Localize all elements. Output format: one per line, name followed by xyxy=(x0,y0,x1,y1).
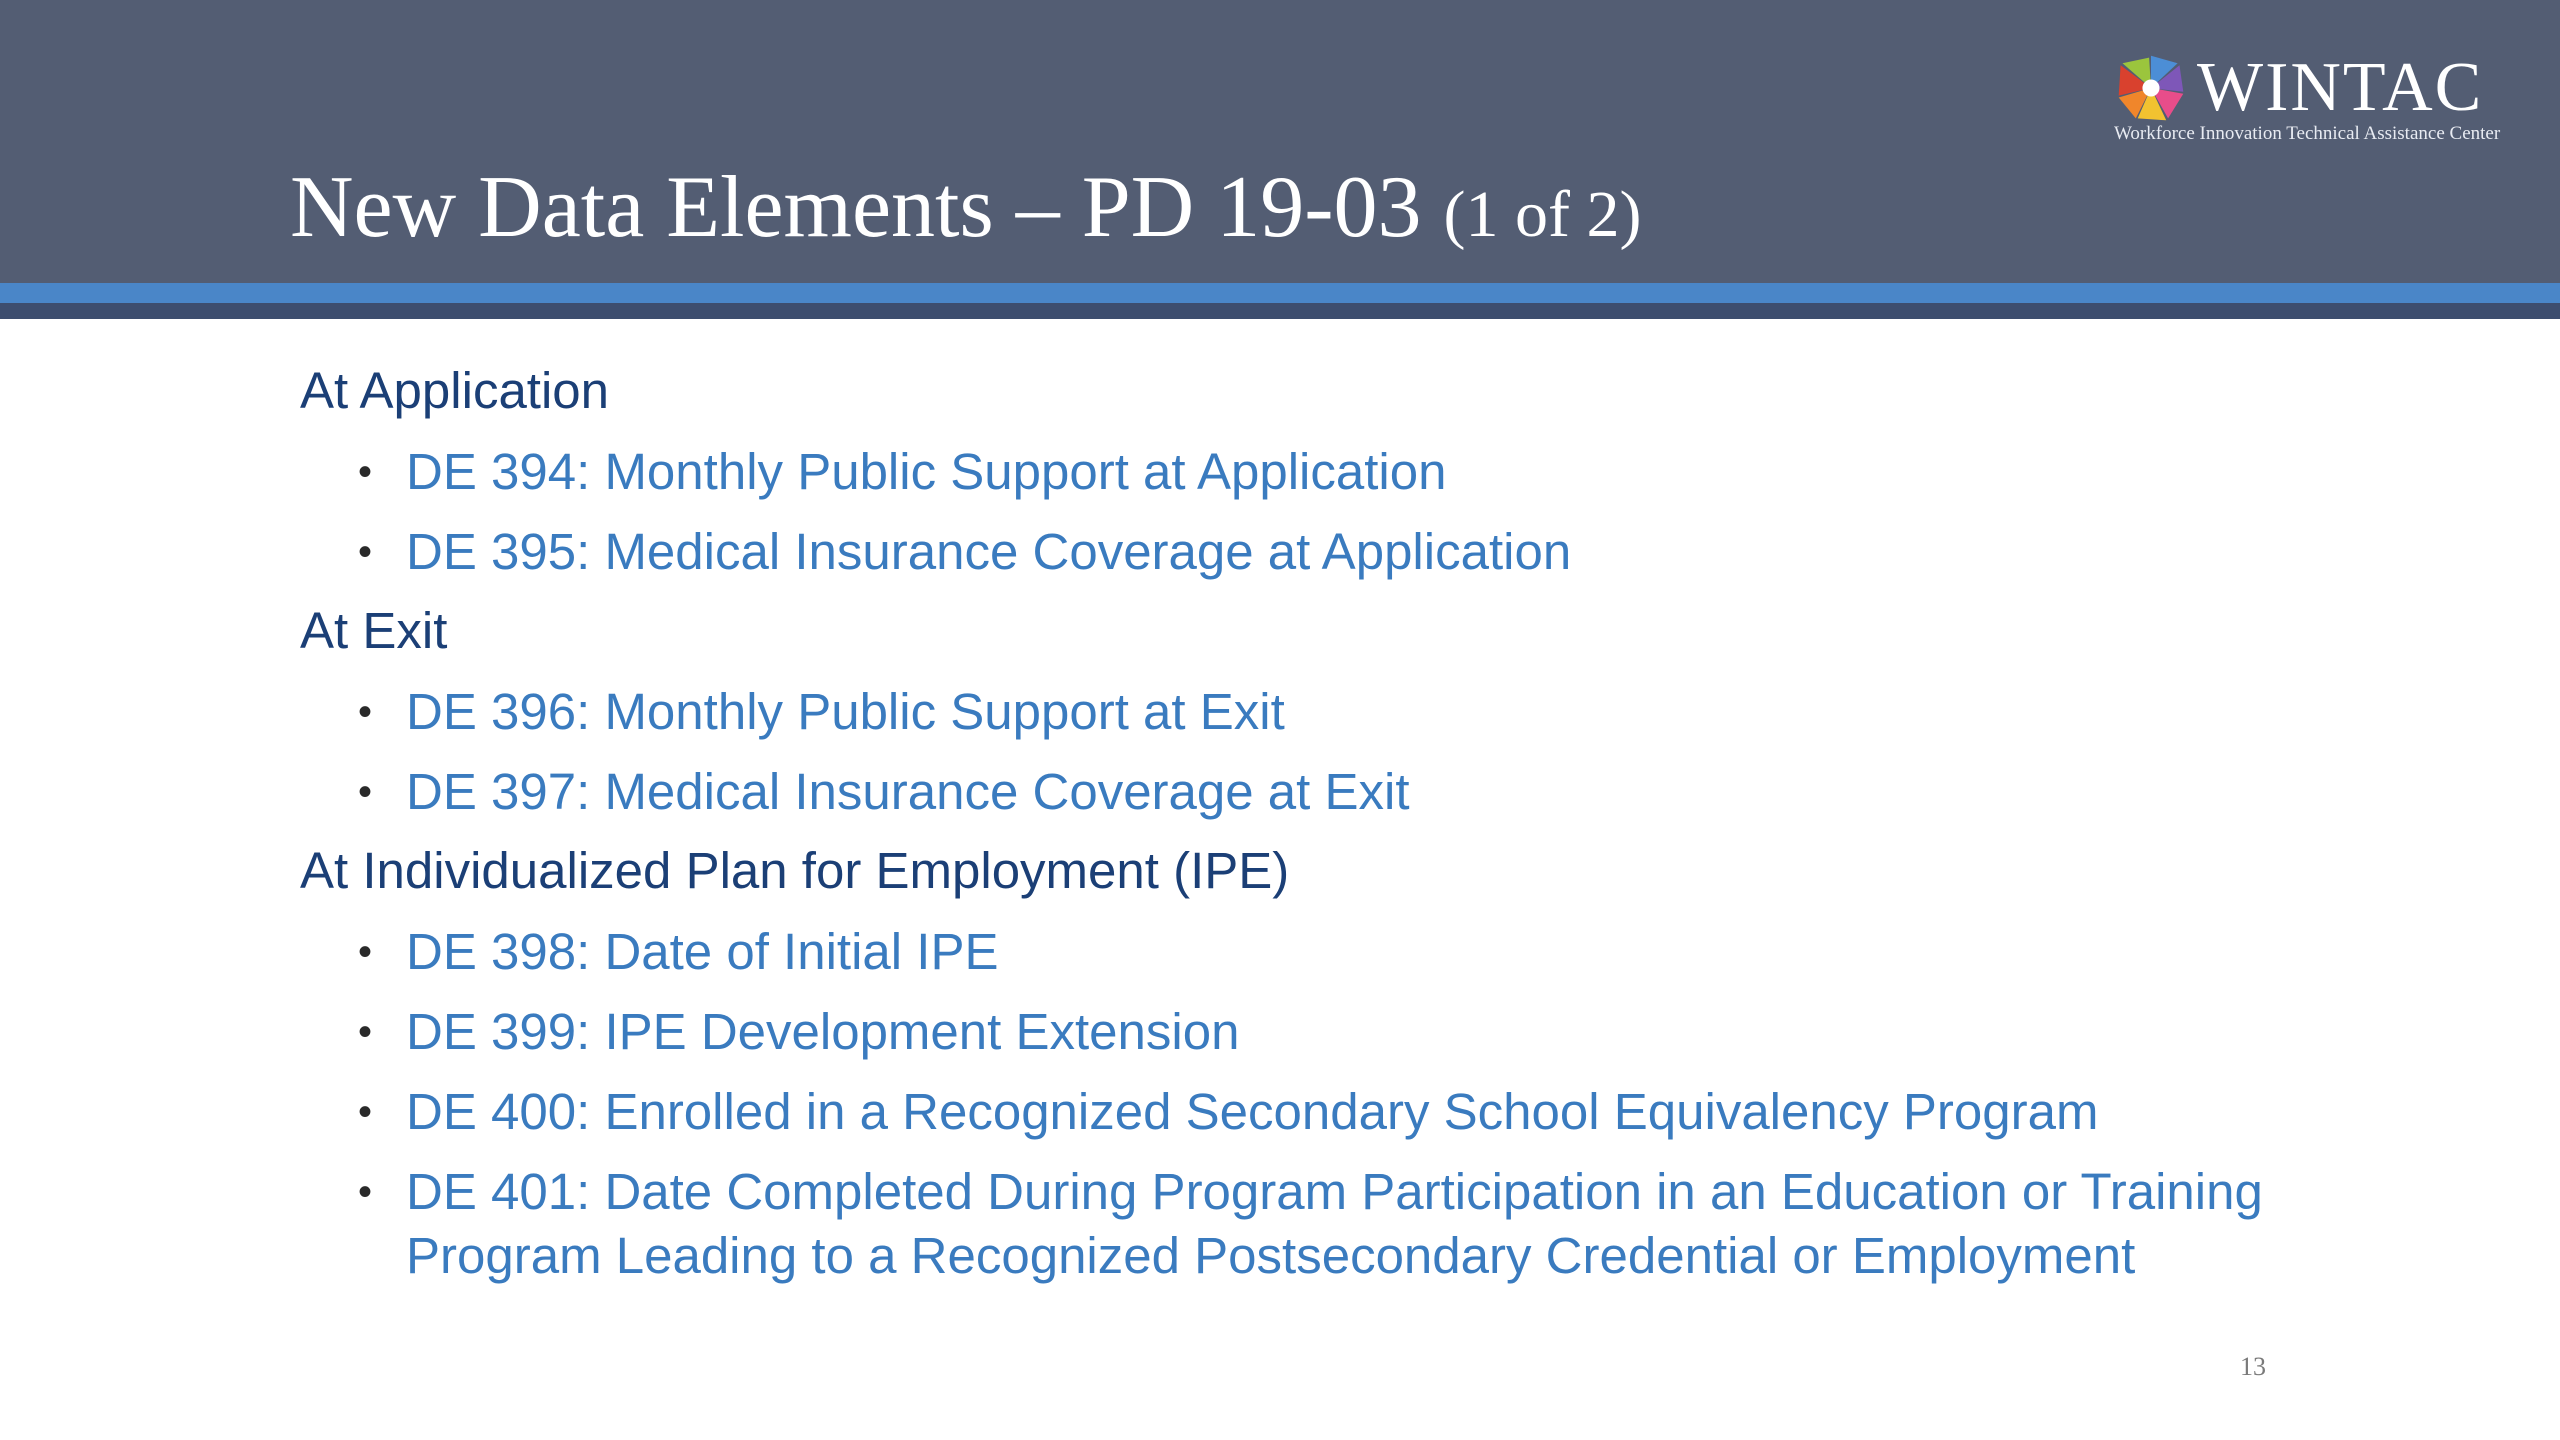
header-rule-base xyxy=(0,303,2560,319)
bullet-icon: • xyxy=(358,690,373,734)
list-item-text: DE 401: Date Completed During Program Participation in an Education or Training Program Leading to a Recognized Postsecondary Credential or Employment xyxy=(406,1163,2263,1284)
bullet-list xyxy=(300,440,2260,584)
bullet-icon: • xyxy=(358,1170,373,1214)
list-item xyxy=(300,440,2260,504)
section-at-application xyxy=(300,360,2260,584)
list-item-text: DE 395: Medical Insurance Coverage at Application xyxy=(406,523,1572,580)
section-at-exit xyxy=(300,600,2260,824)
slide-body xyxy=(300,360,2263,1304)
list-item-text: DE 397: Medical Insurance Coverage at Exit xyxy=(406,763,1410,820)
list-item xyxy=(300,520,2260,584)
list-item xyxy=(300,680,2260,744)
section-heading: At Individualized Plan for Employment (IPE) xyxy=(300,842,1290,899)
wintac-logo xyxy=(2105,48,2525,148)
header-rule-accent xyxy=(0,283,2560,303)
list-item-text: DE 400: Enrolled in a Recognized Secondary School Equivalency Program xyxy=(406,1083,2099,1140)
logo-wordmark: WINTAC xyxy=(2197,49,2484,126)
slide-title xyxy=(290,158,1641,265)
list-item-text: DE 396: Monthly Public Support at Exit xyxy=(406,683,1285,740)
bullet-icon: • xyxy=(358,930,373,974)
logo-subtitle: Workforce Innovation Technical Assistance Center xyxy=(2114,123,2501,144)
bullet-icon: • xyxy=(358,1010,373,1054)
section-heading: At Exit xyxy=(300,602,448,659)
list-item xyxy=(300,1000,2260,1064)
list-item xyxy=(300,1080,2260,1144)
slide-title-text: New Data Elements – PD 19-03 xyxy=(290,159,1422,256)
list-item-text: DE 399: IPE Development Extension xyxy=(406,1003,1240,1060)
list-item xyxy=(300,1160,2263,1288)
list-item-text: DE 394: Monthly Public Support at Application xyxy=(406,443,1447,500)
section-at-ipe xyxy=(300,840,2263,1288)
bullet-icon: • xyxy=(358,530,373,574)
bullet-list xyxy=(300,680,2260,824)
bullet-list xyxy=(300,920,2263,1288)
page-number: 13 xyxy=(2240,1352,2266,1381)
list-item xyxy=(300,760,2260,824)
bullet-icon: • xyxy=(358,770,373,814)
title-banner xyxy=(0,0,2560,283)
slide-title-part-indicator: (1 of 2) xyxy=(1443,178,1642,251)
list-item xyxy=(300,920,2260,984)
bullet-icon: • xyxy=(358,450,373,494)
section-heading: At Application xyxy=(300,362,610,419)
wintac-pinwheel-icon xyxy=(2113,50,2189,126)
list-item-text: DE 398: Date of Initial IPE xyxy=(406,923,999,980)
bullet-icon: • xyxy=(358,1090,373,1134)
